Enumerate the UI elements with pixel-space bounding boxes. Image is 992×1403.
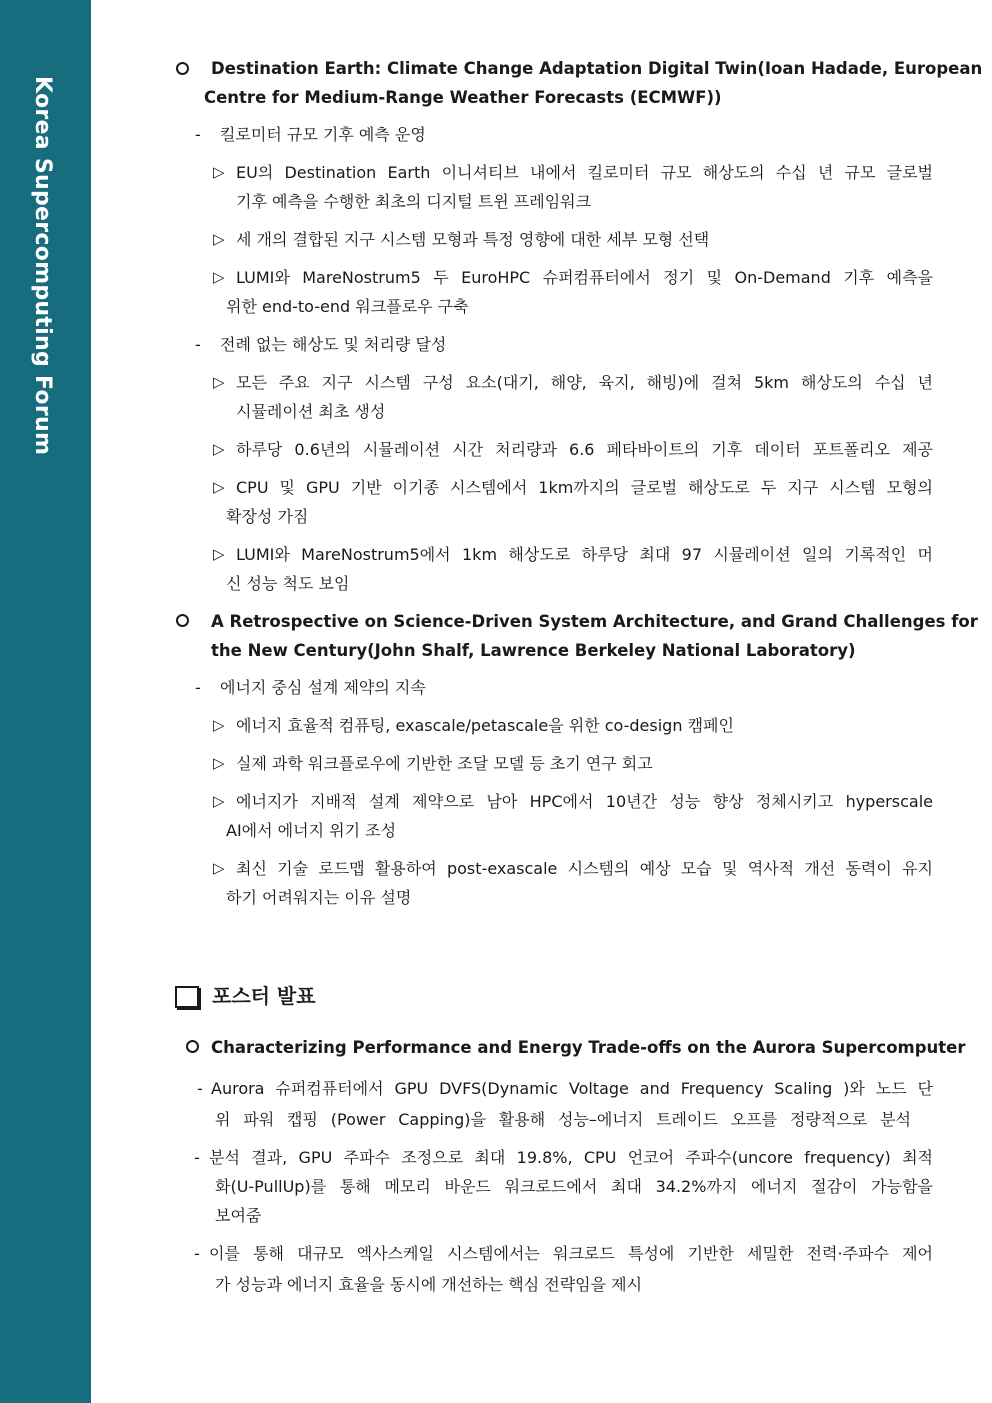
list-item-cont: 기후 예측을 수행한 최초의 디지털 트윈 프레임워크 bbox=[236, 192, 592, 211]
checkbox-square-icon bbox=[175, 986, 199, 1008]
triangle-bullet-icon: ▷ bbox=[213, 545, 225, 563]
triangle-bullet-icon: ▷ bbox=[213, 754, 225, 772]
sidebar-title: Korea Supercomputing Forum bbox=[30, 76, 55, 456]
dash-marker: - bbox=[195, 125, 201, 144]
list-item: CPU 및 GPU 기반 이기종 시스템에서 1km까지의 글로벌 해상도로 두 지구 시스템 모형의 bbox=[236, 478, 933, 497]
list-item: Aurora 슈퍼컴퓨터에서 GPU DVFS(Dynamic Voltage and Frequency Scaling )와 노드 단 bbox=[211, 1079, 933, 1098]
list-item: 에너지 효율적 컴퓨팅, exascale/petascale을 위한 co-design 캠페인 bbox=[236, 716, 734, 735]
list-item-cont: 화(U-PullUp)를 통해 메모리 바운드 워크로드에서 최대 34.2%까지 에너지 절감이 가능함을 bbox=[215, 1177, 933, 1196]
list-item-cont: 확장성 가짐 bbox=[226, 507, 309, 526]
list-item-cont: 하기 어려워지는 이유 설명 bbox=[226, 888, 412, 907]
triangle-bullet-icon: ▷ bbox=[213, 716, 225, 734]
list-item: 하루당 0.6년의 시뮬레이션 시간 처리량과 6.6 페타바이트의 기후 데이터 포트폴리오 제공 bbox=[236, 440, 933, 459]
dash-marker: - bbox=[194, 1244, 200, 1263]
list-item: 이를 통해 대규모 엑사스케일 시스템에서는 워크로드 특성에 기반한 세밀한 전력·주파수 제어 bbox=[209, 1244, 933, 1263]
triangle-bullet-icon: ▷ bbox=[213, 478, 225, 496]
list-item: 분석 결과, GPU 주파수 조정으로 최대 19.8%, CPU 언코어 주파수(uncore frequency) 최적 bbox=[209, 1148, 933, 1167]
dash-marker: - bbox=[195, 335, 201, 354]
circle-bullet-icon bbox=[186, 1040, 199, 1053]
triangle-bullet-icon: ▷ bbox=[213, 230, 225, 248]
list-item-cont: 보여줌 bbox=[215, 1206, 262, 1225]
list-item: 세 개의 결합된 지구 시스템 모형과 특정 영향에 대한 세부 모형 선택 bbox=[236, 230, 710, 249]
dash-marker: - bbox=[195, 678, 201, 697]
list-item-cont: 위 파워 캡핑 (Power Capping)을 활용해 성능–에너지 트레이드 오프를 정량적으로 분석 bbox=[215, 1110, 911, 1129]
list-item: LUMI와 MareNostrum5 두 EuroHPC 슈퍼컴퓨터에서 정기 및 On-Demand 기후 예측을 bbox=[236, 268, 933, 287]
triangle-bullet-icon: ▷ bbox=[213, 440, 225, 458]
list-item-cont: 신 성능 척도 보임 bbox=[226, 574, 350, 593]
poster-section-title: 포스터 발표 bbox=[212, 984, 316, 1008]
list-item: 에너지가 지배적 설계 제약으로 남아 HPC에서 10년간 성능 향상 정체시키고 hyperscale bbox=[236, 792, 933, 811]
list-item: EU의 Destination Earth 이니셔티브 내에서 킬로미터 규모 해상도의 수십 년 규모 글로벌 bbox=[236, 163, 933, 182]
triangle-bullet-icon: ▷ bbox=[213, 373, 225, 391]
dash-marker: - bbox=[197, 1079, 203, 1098]
talk2-sub1: 에너지 중심 설계 제약의 지속 bbox=[220, 678, 426, 697]
talk1-sub1: 킬로미터 규모 기후 예측 운영 bbox=[220, 125, 426, 144]
list-item-cont: AI에서 에너지 위기 조성 bbox=[226, 821, 397, 840]
list-item-cont: 시뮬레이션 최초 생성 bbox=[236, 402, 386, 421]
triangle-bullet-icon: ▷ bbox=[213, 792, 225, 810]
list-item: 실제 과학 워크플로우에 기반한 조달 모델 등 초기 연구 회고 bbox=[236, 754, 653, 773]
talk1-sub2: 전례 없는 해상도 및 처리량 달성 bbox=[220, 335, 447, 354]
list-item: 모든 주요 지구 시스템 구성 요소(대기, 해양, 육지, 해빙)에 걸쳐 5km 해상도의 수십 년 bbox=[236, 373, 933, 392]
circle-bullet-icon bbox=[176, 614, 189, 627]
dash-marker: - bbox=[194, 1148, 200, 1167]
triangle-bullet-icon: ▷ bbox=[213, 859, 225, 877]
triangle-bullet-icon: ▷ bbox=[213, 163, 225, 181]
list-item-cont: 가 성능과 에너지 효율을 동시에 개선하는 핵심 전략임을 제시 bbox=[215, 1275, 643, 1294]
list-item: 최신 기술 로드맵 활용하여 post-exascale 시스템의 예상 모습 및 역사적 개선 동력이 유지 bbox=[236, 859, 933, 878]
talk1-title-line1: Destination Earth: Climate Change Adaptation Digital Twin(Ioan Hadade, European bbox=[211, 59, 983, 78]
talk2-title-line2: the New Century(John Shalf, Lawrence Berkeley National Laboratory) bbox=[211, 641, 856, 660]
list-item: LUMI와 MareNostrum5에서 1km 해상도로 하루당 최대 97 시뮬레이션 일의 기록적인 머 bbox=[236, 545, 933, 564]
talk2-title-line1: A Retrospective on Science-Driven System Architecture, and Grand Challenges for bbox=[211, 612, 978, 631]
sidebar bbox=[0, 0, 91, 1403]
list-item-cont: 위한 end-to-end 워크플로우 구축 bbox=[226, 297, 469, 316]
poster-item-title: Characterizing Performance and Energy Trade-offs on the Aurora Supercomputer bbox=[211, 1038, 966, 1057]
circle-bullet-icon bbox=[176, 62, 189, 75]
talk1-title-line2: Centre for Medium-Range Weather Forecasts (ECMWF)) bbox=[204, 88, 722, 107]
triangle-bullet-icon: ▷ bbox=[213, 268, 225, 286]
